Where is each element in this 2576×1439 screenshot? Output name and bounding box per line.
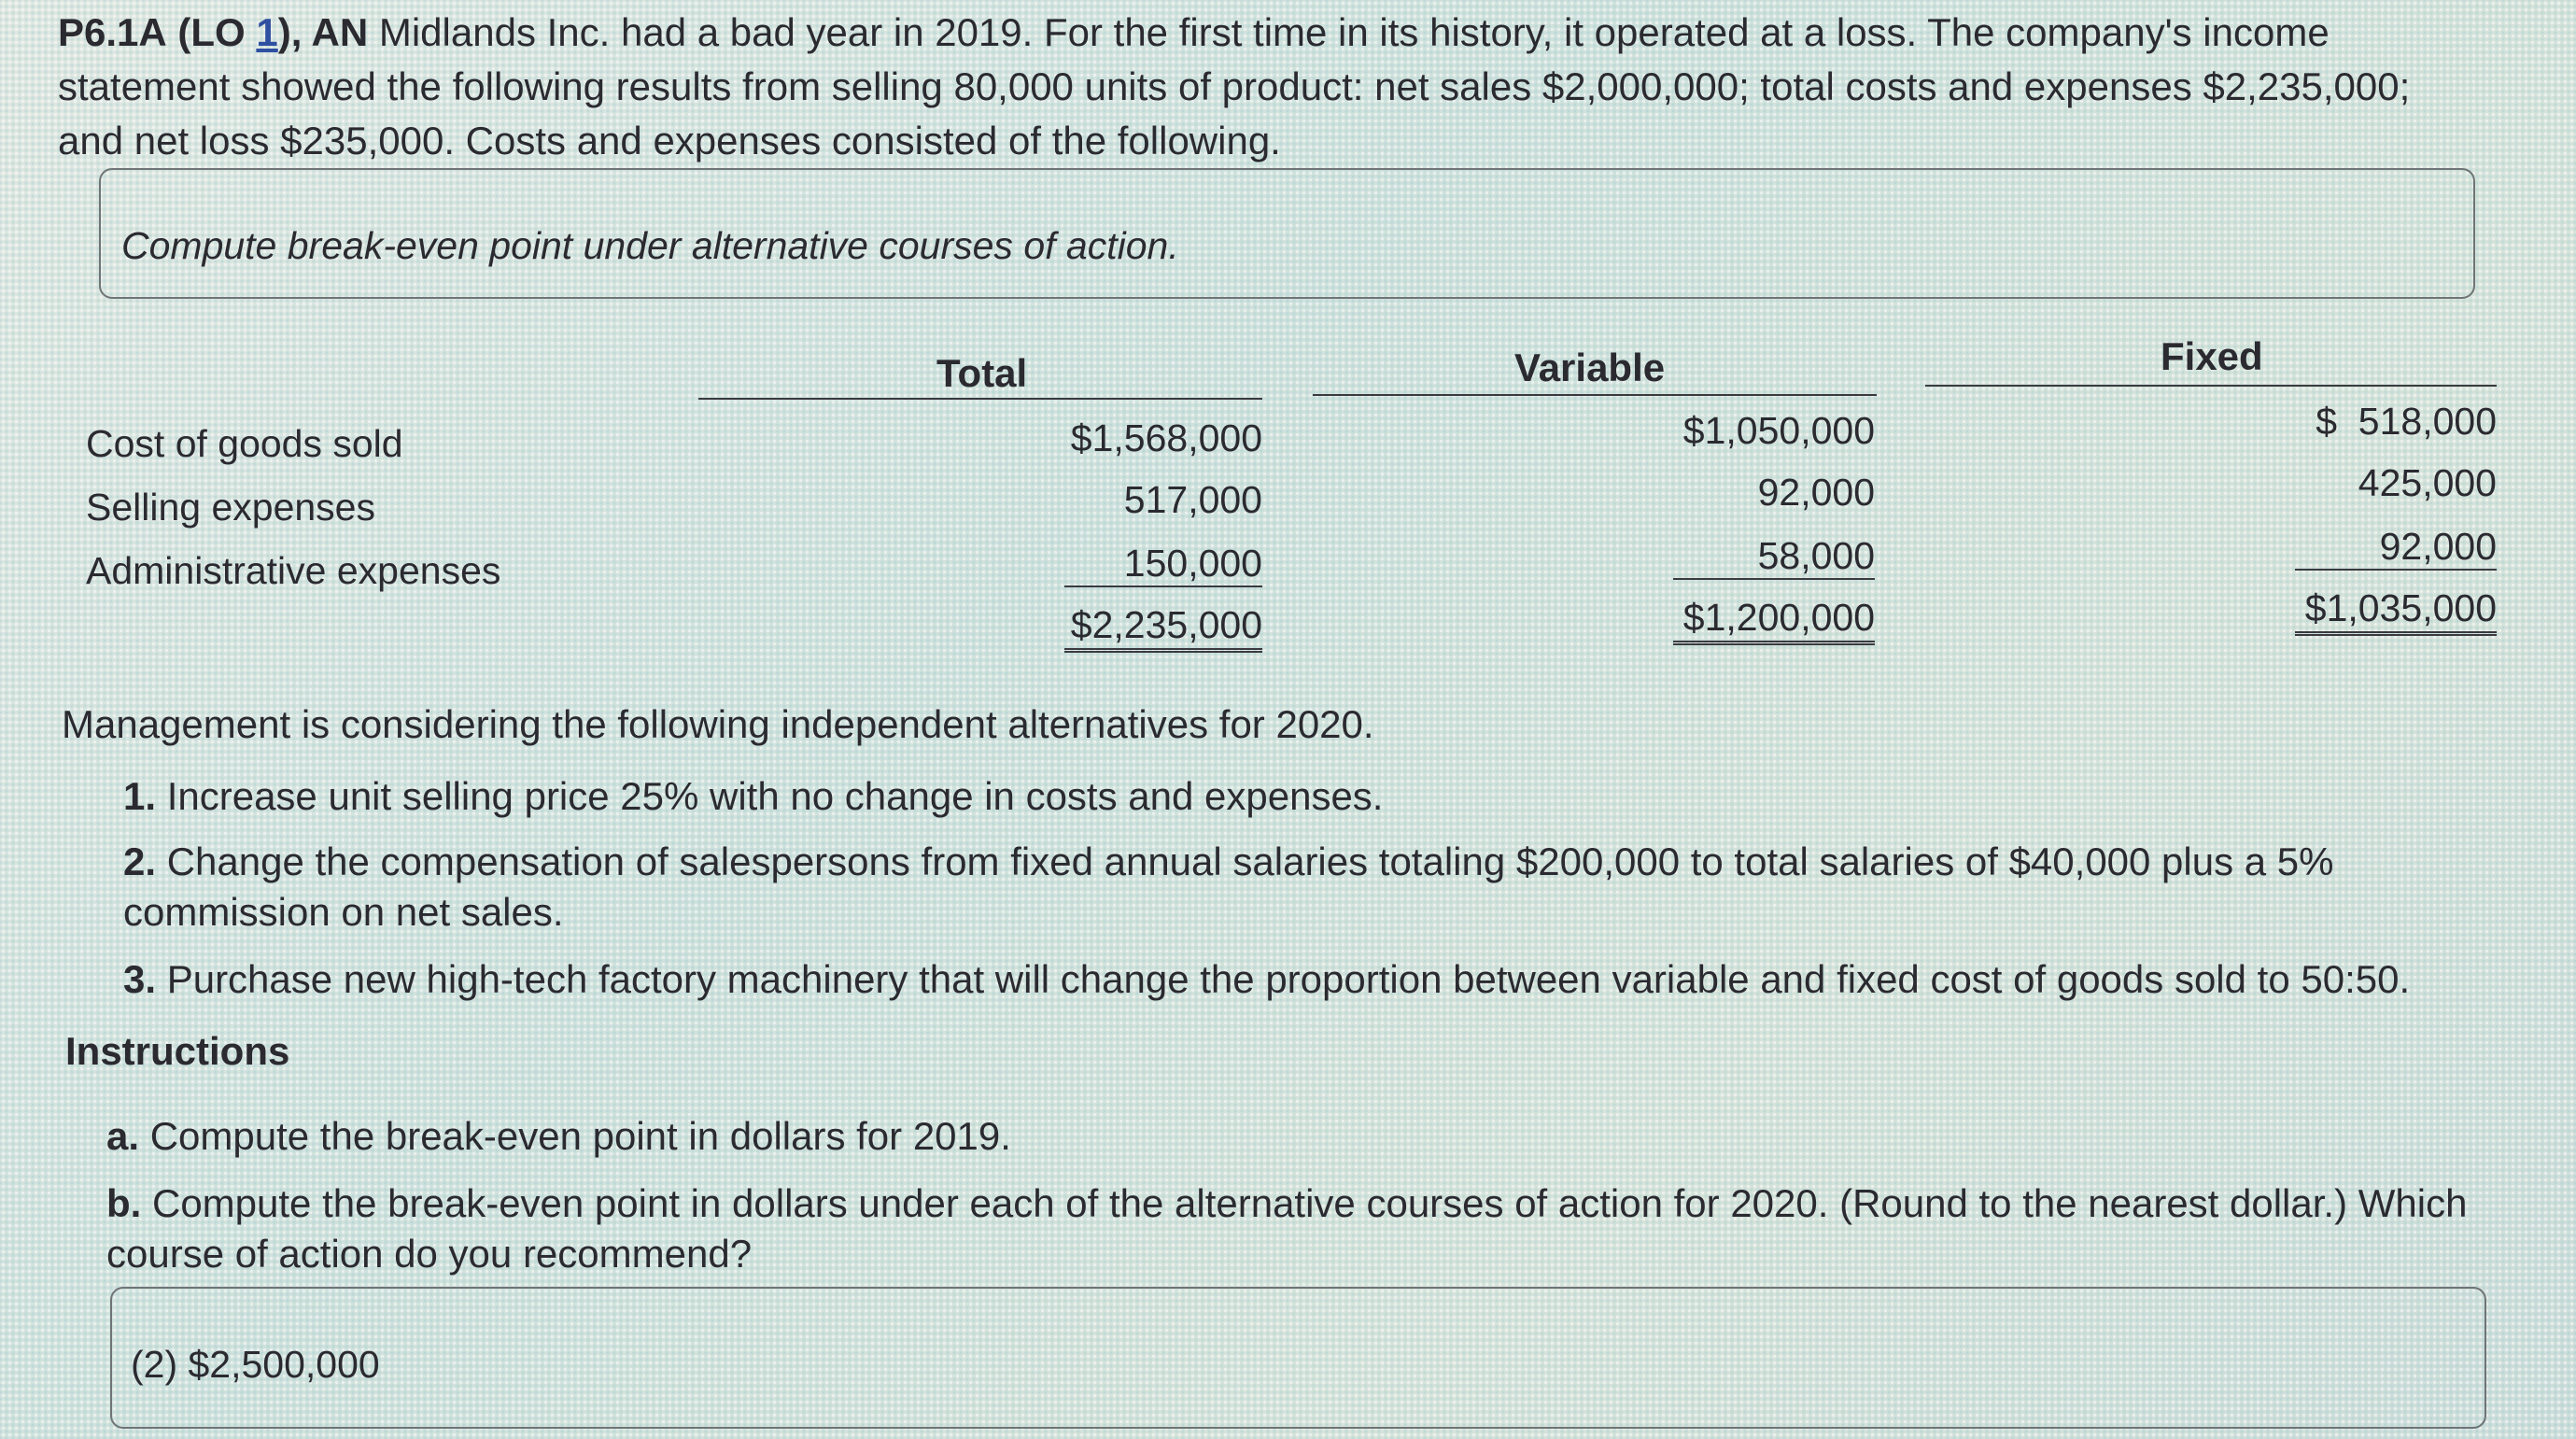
alternative-2-num: 2. xyxy=(123,839,157,883)
instruction-a-text: Compute the break-even point in dollars for 2019. xyxy=(139,1114,1011,1158)
header-fixed: Fixed xyxy=(2161,334,2263,378)
alternative-2 xyxy=(123,837,2401,938)
total-cogs: $1,568,000 xyxy=(1070,416,1262,459)
alternative-3-num: 3. xyxy=(123,957,157,1001)
instruction-b-letter: b. xyxy=(106,1181,142,1225)
management-intro: Management is considering the following independent alternatives for 2020. xyxy=(62,702,1374,746)
variable-admin: 58,000 xyxy=(1673,534,1875,580)
lo-prefix: (LO xyxy=(177,10,257,54)
total-sum: $2,235,000 xyxy=(1064,603,1262,653)
instruction-a xyxy=(106,1111,2441,1162)
problem-intro xyxy=(58,6,2485,168)
header-total: Total xyxy=(936,351,1028,395)
total-admin: 150,000 xyxy=(1064,542,1262,587)
row-label-selling: Selling expenses xyxy=(86,486,375,529)
lo-suffix: ), AN xyxy=(277,10,369,54)
problem-id: P6.1A xyxy=(58,10,167,54)
row-label-admin: Administrative expenses xyxy=(86,549,501,592)
variable-sum: $1,200,000 xyxy=(1673,596,1875,645)
alternative-2-text: Change the compensation of salespersons from fixed annual salaries totaling $200,000 to total salaries of $40,000 plus a 5% commission on net sales. xyxy=(123,839,2334,934)
header-total-rule xyxy=(698,398,1262,400)
answer-text: (2) $2,500,000 xyxy=(131,1343,380,1386)
header-variable-rule xyxy=(1313,394,1877,396)
fixed-admin: 92,000 xyxy=(2295,525,2497,571)
alternative-1-num: 1. xyxy=(123,774,157,818)
instruction-a-letter: a. xyxy=(106,1114,140,1158)
total-selling: 517,000 xyxy=(1123,478,1262,521)
variable-cogs: $1,050,000 xyxy=(1682,409,1875,452)
row-label-cogs: Cost of goods sold xyxy=(86,422,403,465)
objective-text: Compute break-even point under alternative courses of action. xyxy=(121,224,1179,267)
alternative-3 xyxy=(123,954,2457,1005)
alternative-1-text: Increase unit selling price 25% with no change in costs and expenses. xyxy=(156,774,1384,818)
header-variable: Variable xyxy=(1514,346,1666,389)
lo-link[interactable]: 1 xyxy=(256,10,278,54)
header-fixed-rule xyxy=(1925,385,2497,387)
alternative-3-text: Purchase new high-tech factory machinery that will change the proportion between variable and fixed cost of goods sold to 50:50. xyxy=(156,957,2411,1001)
alternative-1 xyxy=(123,771,2457,822)
fixed-sum: $1,035,000 xyxy=(2295,586,2497,636)
fixed-cogs: $ 518,000 xyxy=(2316,400,2497,443)
instructions-heading: Instructions xyxy=(65,1029,290,1073)
answer-box[interactable] xyxy=(110,1287,2486,1429)
instruction-b-text: Compute the break-even point in dollars under each of the alternative courses of action for 2020. (Round to the nearest dollar.) Which course of action do you recommend? xyxy=(106,1181,2468,1276)
instruction-b xyxy=(106,1178,2478,1279)
problem-text: Midlands Inc. had a bad year in 2019. For the first time in its history, it operated at a loss. The company's income statement showed the following results from selling 80,000 units of product: net sales $2,000,000; total costs and expenses $2,235,000; and net loss $235,000. Costs and expenses consisted of the following. xyxy=(58,10,2411,162)
variable-selling: 92,000 xyxy=(1757,471,1875,514)
fixed-selling: 425,000 xyxy=(2358,461,2497,504)
